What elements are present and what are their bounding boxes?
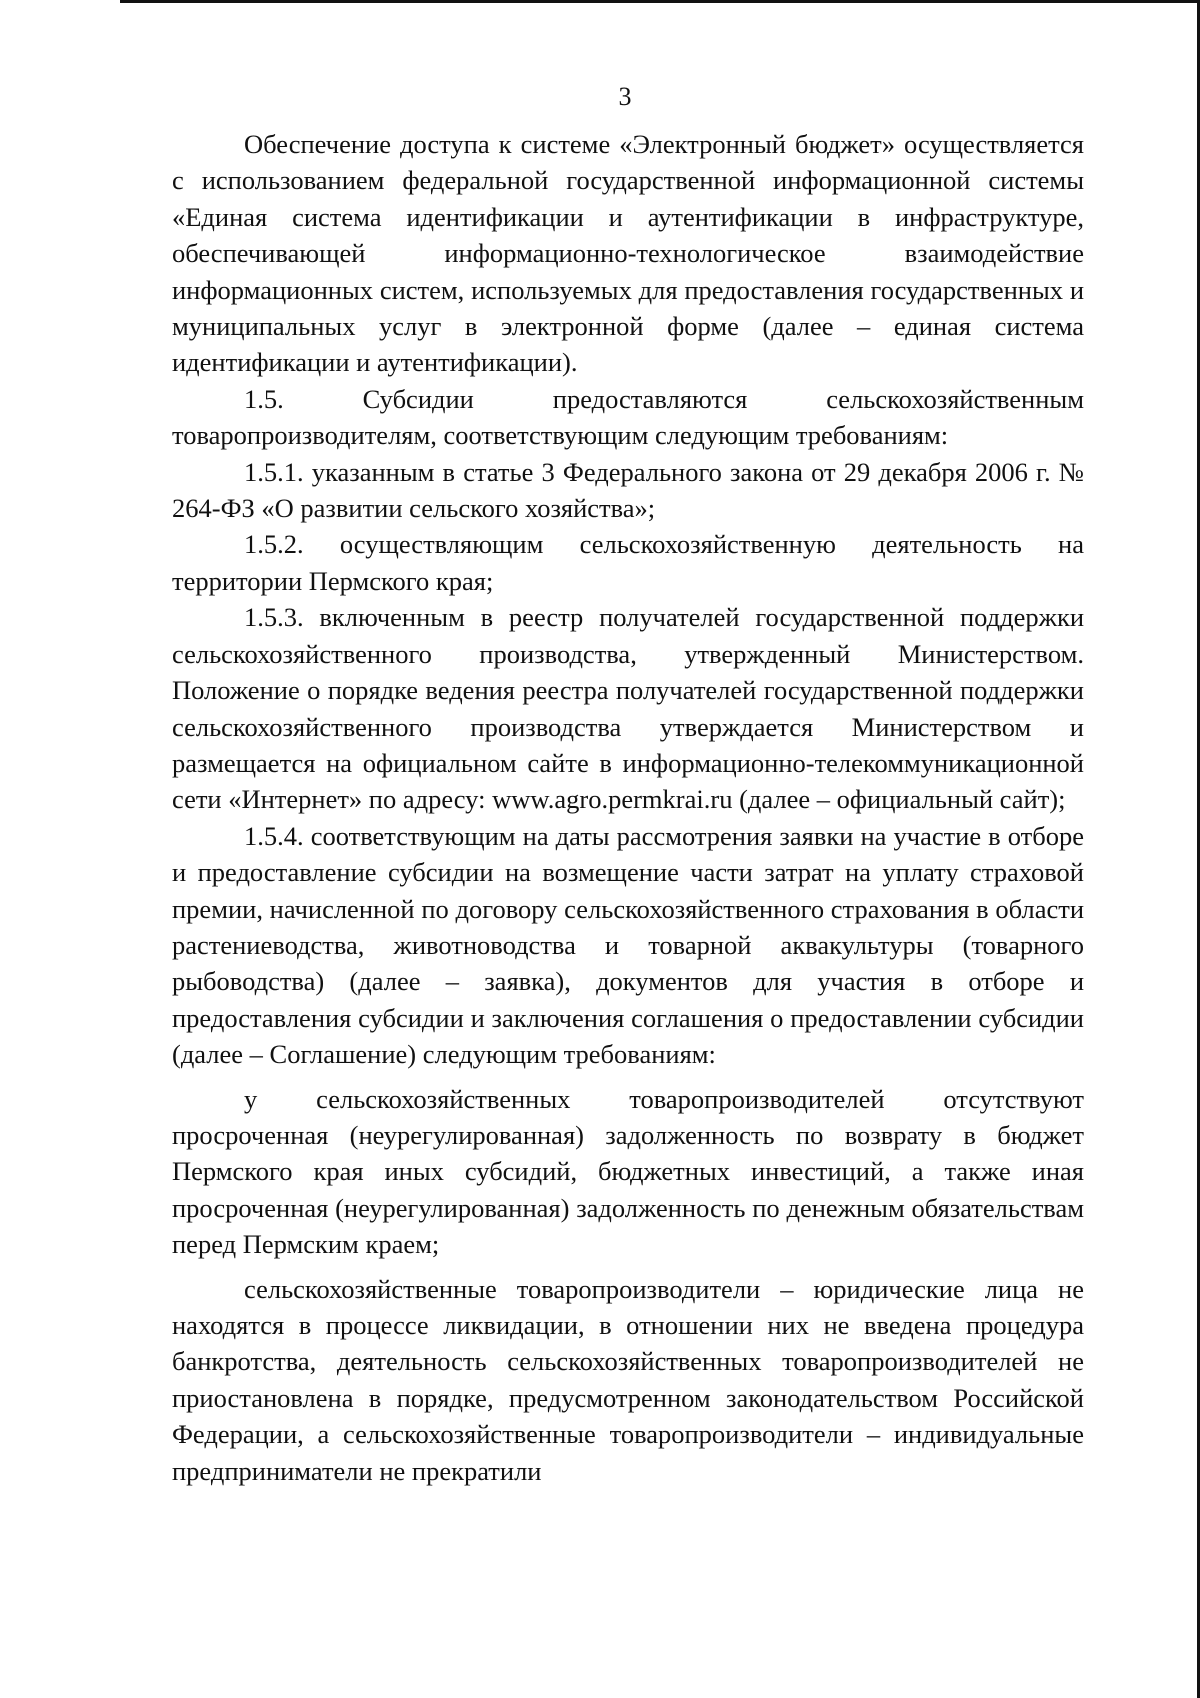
paragraph-1-5-1: 1.5.1. указанным в статье 3 Федерального закона от 29 декабря 2006 г. № 264-ФЗ «О развитии сельского хозяйства»;: [172, 456, 1084, 524]
paragraph-1-5-3: 1.5.3. включенным в реестр получателей государственной поддержки сельскохозяйственного производства, утвержденный Министерством. Положение о порядке ведения реестра получателей государственной поддержки сельскохозяйственного производства утверждается Министерством и размещается на официальном сайте в информационно-телекоммуникационной сети «Интернет» по адресу: www.agro.permkrai.ru (далее – официальный сайт);: [172, 602, 1084, 815]
paragraph-1-5-2: 1.5.2. осуществляющим сельскохозяйственную деятельность на территории Пермского края;: [172, 529, 1084, 596]
page-number: 3: [618, 82, 632, 111]
paragraph-1-5: 1.5. Субсидии предоставляются сельскохозяйственным товаропроизводителям, соответствующим следующим требованиям:: [172, 383, 1084, 451]
paragraph-no-liquidation: сельскохозяйственные товаропроизводители – юридические лица не находятся в процессе ликвидации, в отношении них не введена процедура банкротства, деятельность сельскохозяйственных товаропроизводителей не приостановлена в порядке, предусмотренном законодательством Российской Федерации, а сельскохозяйственные товаропроизводители – индивидуальные предприниматели не прекратили: [172, 1273, 1084, 1486]
scan-top-edge: [120, 0, 1200, 3]
paragraph-no-debt: у сельскохозяйственных товаропроизводителей отсутствуют просроченная (неурегулированная) задолженность по возврату в бюджет Пермского края иных субсидий, бюджетных инвестиций, а также иная просроченная (неурегулированная) задолженность по денежным обязательствам перед Пермским краем;: [172, 1083, 1084, 1260]
paragraph-esia-access: Обеспечение доступа к системе «Электронный бюджет» осуществляется с использованием федеральной государственной информационной системы «Единая система идентификации и аутентификации в инфраструктуре, обеспечивающей информационно-технологическое взаимодействие информационных систем, используемых для предоставления государственных и муниципальных услуг в электронной форме (далее – единая система идентификации и аутентификации).: [172, 129, 1084, 378]
paragraph-1-5-4: 1.5.4. соответствующим на даты рассмотрения заявки на участие в отборе и предоставление субсидии на возмещение части затрат на уплату страховой премии, начисленной по договору сельскохозяйственного страхования в области растениеводства, животноводства и товарной аквакультуры (товарного рыбоводства) (далее – заявка), документов для участия в отборе и предоставления субсидии и заключения соглашения о предоставлении субсидии (далее – Соглашение) следующим требованиям:: [172, 820, 1084, 1070]
document-body: [172, 126, 1084, 1489]
